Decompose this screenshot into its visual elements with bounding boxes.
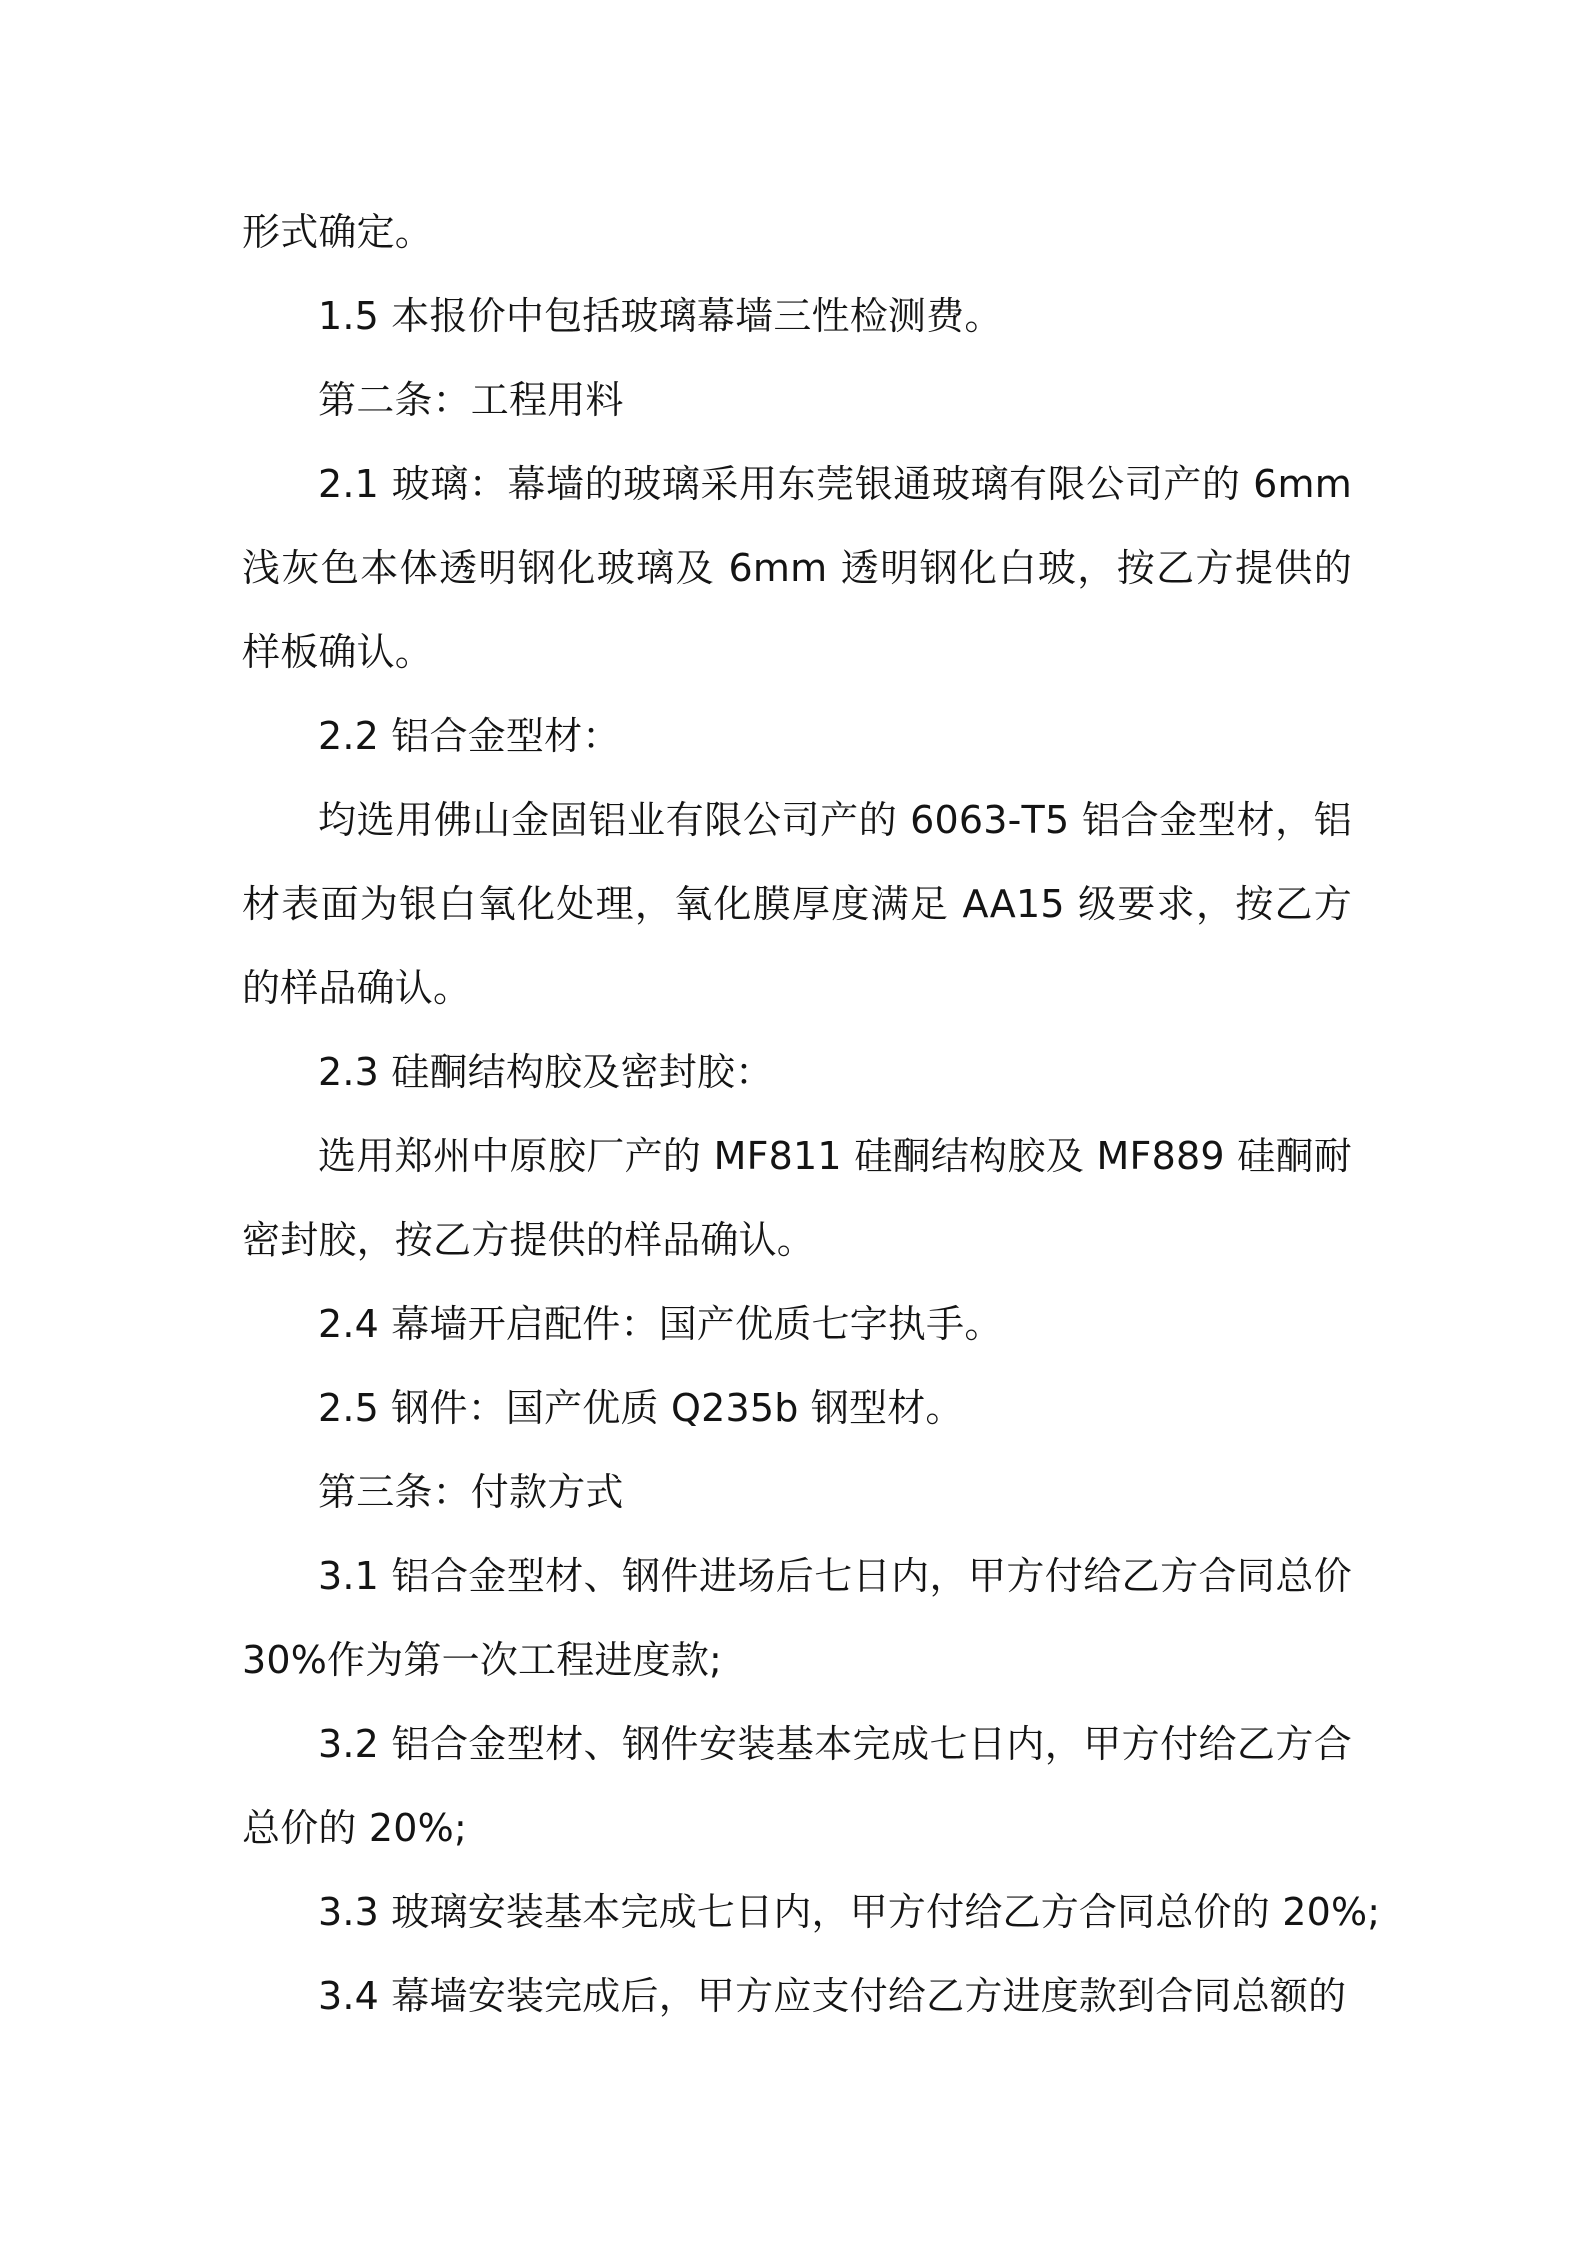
- section-heading-materials: 第二条：工程用料: [318, 378, 624, 422]
- text-line: 密封胶，按乙方提供的样品确认。: [242, 1218, 816, 1262]
- text-line: 均选用佛山金固铝业有限公司产的 6063-T5 铝合金型材，铝: [318, 798, 1352, 842]
- document-body: [242, 190, 1381, 2038]
- text-line: 的样品确认。: [242, 966, 472, 1010]
- clause-2-5: 2.5 钢件：国产优质 Q235b 钢型材。: [318, 1386, 964, 1430]
- clause-3-1: 3.1 铝合金型材、钢件进场后七日内，甲方付给乙方合同总价: [318, 1554, 1352, 1598]
- text-line: 样板确认。: [242, 630, 434, 674]
- text-line: 总价的 20%;: [242, 1806, 467, 1850]
- text-line: 30%作为第一次工程进度款;: [242, 1638, 723, 1682]
- text-line: 材表面为银白氧化处理，氧化膜厚度满足 AA15 级要求，按乙方: [242, 882, 1352, 926]
- clause-2-2: 2.2 铝合金型材：: [318, 714, 621, 758]
- clause-2-4: 2.4 幕墙开启配件：国产优质七字执手。: [318, 1302, 1003, 1346]
- clause-3-2: 3.2 铝合金型材、钢件安装基本完成七日内，甲方付给乙方合: [318, 1722, 1352, 1766]
- clause-3-3: 3.3 玻璃安装基本完成七日内，甲方付给乙方合同总价的 20%;: [318, 1890, 1381, 1934]
- clause-2-3: 2.3 硅酮结构胶及密封胶：: [318, 1050, 774, 1094]
- text-line: 形式确定。: [242, 210, 434, 254]
- clause-3-4: 3.4 幕墙安装完成后，甲方应支付给乙方进度款到合同总额的: [318, 1974, 1347, 2018]
- section-heading-payment: 第三条：付款方式: [318, 1470, 624, 1514]
- clause-1-5: 1.5 本报价中包括玻璃幕墙三性检测费。: [318, 294, 1003, 338]
- clause-2-1: 2.1 玻璃：幕墙的玻璃采用东莞银通玻璃有限公司产的 6mm: [318, 462, 1352, 506]
- text-line: 浅灰色本体透明钢化玻璃及 6mm 透明钢化白玻，按乙方提供的: [242, 546, 1352, 590]
- text-line: 选用郑州中原胶厂产的 MF811 硅酮结构胶及 MF889 硅酮耐: [318, 1134, 1352, 1178]
